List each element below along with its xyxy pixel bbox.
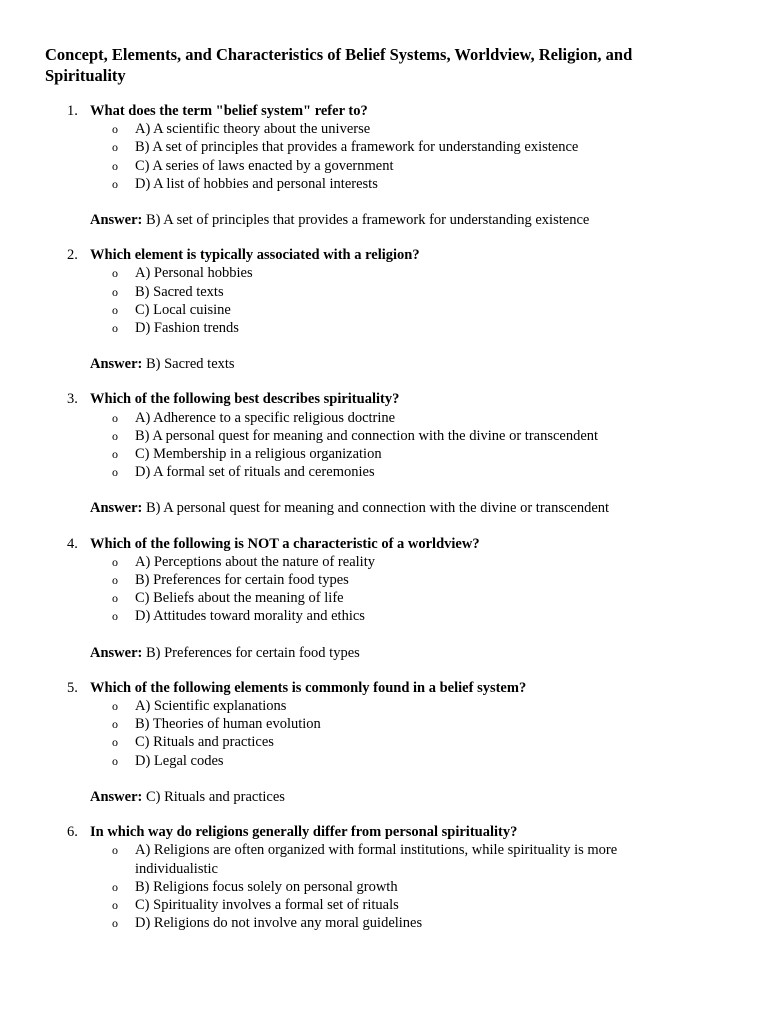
option-text: D) Religions do not involve any moral guidelines [135, 915, 423, 932]
option-item [90, 715, 655, 733]
document-title: Concept, Elements, and Characteristics of Belief Systems, Worldview, Religion, and Spirituality [45, 45, 633, 85]
bullet-icon: o [112, 158, 118, 173]
option-item [90, 409, 655, 427]
option-item [90, 607, 655, 625]
bullet-icon: o [112, 609, 118, 624]
option-text: D) A list of hobbies and personal interests [135, 175, 378, 192]
option-text: B) A personal quest for meaning and connection with the divine or transcendent [135, 427, 599, 444]
option-item [90, 283, 655, 301]
option-list [90, 841, 708, 932]
option-text: D) Legal codes [135, 752, 224, 769]
question-item [45, 246, 708, 373]
bullet-icon: o [112, 465, 118, 480]
option-text: A) A scientific theory about the universe [135, 121, 371, 138]
bullet-icon: o [112, 897, 118, 912]
option-text: B) Religions focus solely on personal growth [135, 878, 398, 895]
question-text: Which element is typically associated with a religion? [90, 247, 420, 264]
question-item [45, 102, 708, 229]
answer-text: B) A set of principles that provides a framework for understanding existence [145, 212, 590, 229]
bullet-icon: o [112, 122, 118, 137]
option-item [90, 571, 655, 589]
answer-line [90, 355, 708, 373]
question-text: Which of the following best describes spirituality? [90, 391, 400, 408]
option-item [90, 553, 655, 571]
bullet-icon: o [112, 843, 118, 858]
bullet-icon: o [112, 321, 118, 336]
bullet-icon: o [112, 573, 118, 588]
option-item [90, 896, 655, 914]
bullet-icon: o [112, 140, 118, 155]
question-text: In which way do religions generally differ from personal spirituality? [90, 824, 518, 841]
option-text: D) A formal set of rituals and ceremonies [135, 464, 375, 481]
option-list [90, 553, 708, 626]
question-text: What does the term "belief system" refer to? [90, 103, 368, 119]
answer-line [90, 499, 708, 517]
option-item [90, 589, 655, 607]
option-item [90, 120, 655, 138]
option-text: C) Spirituality involves a formal set of rituals [135, 896, 399, 913]
bullet-icon: o [112, 879, 118, 894]
option-item [90, 264, 655, 282]
option-item [90, 733, 655, 751]
bullet-icon: o [112, 284, 118, 299]
bullet-icon: o [112, 554, 118, 569]
answer-text: B) A personal quest for meaning and connection with the divine or transcendent [145, 500, 610, 517]
answer-line [90, 788, 708, 806]
option-text: D) Attitudes toward morality and ethics [135, 608, 365, 625]
option-text: A) Adherence to a specific religious doctrine [135, 409, 396, 426]
option-text: B) A set of principles that provides a framework for understanding existence [135, 139, 579, 156]
question-number: 3. [67, 391, 78, 408]
question-item [45, 535, 708, 662]
answer-text: B) Sacred texts [145, 356, 235, 373]
answer-label: Answer: [90, 212, 143, 229]
option-item [90, 175, 655, 193]
option-item [90, 138, 655, 156]
question-number: 6. [67, 824, 78, 841]
bullet-icon: o [112, 410, 118, 425]
option-text: D) Fashion trends [135, 320, 239, 337]
option-text: A) Religions are often organized with formal institutions, while spirituality is more individualistic [135, 842, 618, 877]
answer-line [90, 644, 708, 662]
question-item [45, 390, 708, 517]
question-number: 2. [67, 247, 78, 264]
bullet-icon: o [112, 176, 118, 191]
bullet-icon: o [112, 591, 118, 606]
option-text: C) Rituals and practices [135, 734, 274, 751]
answer-label: Answer: [90, 788, 143, 805]
option-list [90, 120, 708, 193]
answer-label: Answer: [90, 500, 143, 517]
answer-line [90, 211, 708, 229]
bullet-icon: o [112, 916, 118, 931]
option-text: B) Preferences for certain food types [135, 572, 349, 589]
option-text: A) Scientific explanations [135, 698, 287, 715]
option-item [90, 301, 655, 319]
option-item [90, 697, 655, 715]
option-item [90, 427, 655, 445]
option-text: A) Perceptions about the nature of reality [135, 553, 375, 570]
option-list [90, 697, 708, 770]
option-text: C) Membership in a religious organization [135, 446, 382, 463]
option-text: A) Personal hobbies [135, 265, 253, 282]
question-list [45, 102, 708, 932]
option-text: C) A series of laws enacted by a government [135, 157, 394, 174]
bullet-icon: o [112, 302, 118, 317]
option-list [90, 264, 708, 337]
option-item [90, 914, 655, 932]
option-text: B) Sacred texts [135, 283, 224, 300]
option-item [90, 445, 655, 463]
bullet-icon: o [112, 699, 118, 714]
bullet-icon: o [112, 735, 118, 750]
answer-text: B) Preferences for certain food types [145, 644, 360, 661]
answer-text: C) Rituals and practices [145, 788, 285, 805]
question-text: Which of the following elements is commonly found in a belief system? [90, 679, 527, 696]
question-item [45, 679, 708, 806]
option-text: C) Local cuisine [135, 301, 231, 318]
question-number: 1. [67, 103, 78, 119]
question-number: 4. [67, 535, 78, 552]
option-text: B) Theories of human evolution [135, 716, 321, 733]
bullet-icon: o [112, 753, 118, 768]
option-item [90, 463, 655, 481]
option-item [90, 752, 655, 770]
question-number: 5. [67, 679, 78, 696]
option-text: C) Beliefs about the meaning of life [135, 590, 344, 607]
option-item [90, 157, 655, 175]
answer-label: Answer: [90, 644, 143, 661]
option-item [90, 841, 655, 877]
answer-label: Answer: [90, 356, 143, 373]
option-item [90, 319, 655, 337]
question-text: Which of the following is NOT a characteristic of a worldview? [90, 535, 480, 552]
question-item [45, 823, 708, 932]
bullet-icon: o [112, 428, 118, 443]
bullet-icon: o [112, 447, 118, 462]
option-list [90, 409, 708, 482]
bullet-icon: o [112, 717, 118, 732]
bullet-icon: o [112, 266, 118, 281]
option-item [90, 878, 655, 896]
